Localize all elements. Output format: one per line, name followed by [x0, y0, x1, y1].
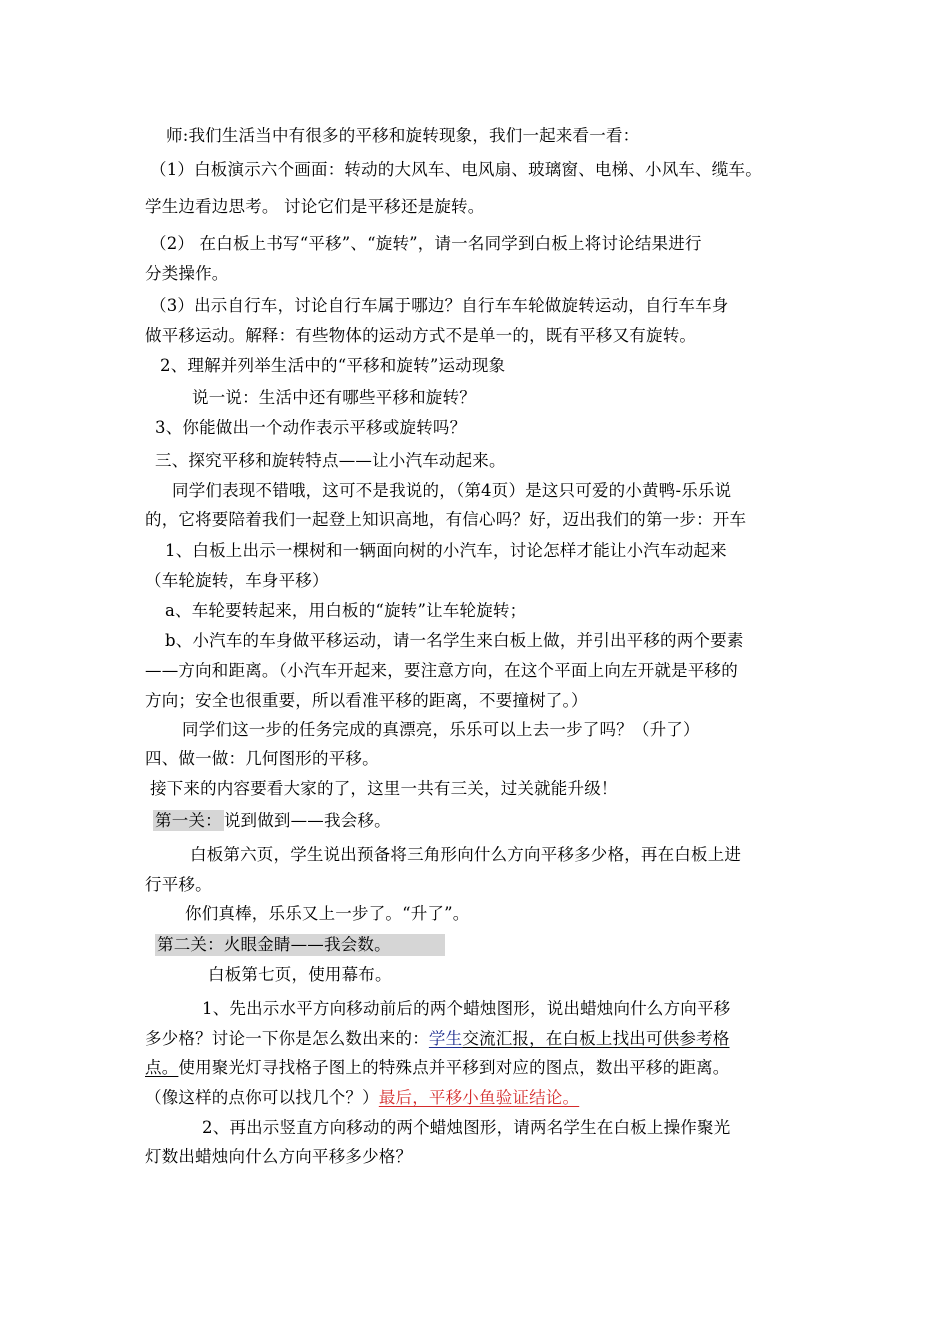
red-underlined-text: 最后，平移小鱼验证结论。 — [378, 1088, 580, 1107]
paragraph-line: 白板第六页，学生说出预备将三角形向什么方向平移多少格，再在白板上进 — [190, 845, 742, 864]
level-2-heading — [155, 934, 445, 956]
paragraph-line: （1）白板演示六个画面：转动的大风车、电风扇、玻璃窗、电梯、小风车、缆车。 — [150, 160, 762, 179]
section-heading: 三、探究平移和旋转特点——让小汽车动起来。 — [155, 451, 506, 470]
paragraph-line: 2、理解并列举生活中的“平移和旋转”运动现象 — [160, 356, 506, 375]
paragraph-line: （2） 在白板上书写“平移”、“旋转”，请一名同学到白板上将讨论结果进行 — [150, 234, 702, 253]
level-2-highlight — [155, 934, 445, 956]
paragraph-line: （3）出示自行车，讨论自行车属于哪边？自行车车轮做旋转运动，自行车车身 — [150, 296, 729, 315]
level-2-prefix: 第二关： — [157, 935, 224, 954]
paragraph-line: 你们真棒，乐乐又上一步了。“升了”。 — [185, 904, 470, 923]
paragraph-line: 的，它将要陪着我们一起登上知识高地，有信心吗？好，迈出我们的第一步：开车 — [145, 510, 747, 529]
paragraph-line: 学生边看边思考。 讨论它们是平移还是旋转。 — [145, 197, 485, 216]
paragraph-line: 方向；安全也很重要，所以看准平移的距离，不要撞树了。） — [145, 691, 588, 710]
paragraph-line: 师:我们生活当中有很多的平移和旋转现象，我们一起来看一看： — [166, 126, 640, 145]
text-run: （像这样的点你可以找几个？） — [145, 1088, 379, 1107]
paragraph-line — [145, 1088, 579, 1108]
text-run: 使用聚光灯寻找格子图上的特殊点并平移到对应的图点，数出平移的距离。 — [178, 1058, 730, 1077]
text-run: 多少格？讨论一下你是怎么数出来的： — [145, 1029, 429, 1048]
paragraph-line: a、车轮要转起来，用白板的“旋转”让车轮旋转； — [165, 601, 527, 620]
level-1-title: 说到做到——我会移。 — [223, 811, 391, 830]
paragraph-line — [145, 1058, 730, 1078]
paragraph-line: 分类操作。 — [145, 264, 229, 283]
paragraph-line: 白板第七页，使用幕布。 — [208, 965, 392, 984]
paragraph-line: b、小汽车的车身做平移运动，请一名学生来白板上做，并引出平移的两个要素 — [165, 631, 744, 650]
paragraph-line: （车轮旋转，车身平移） — [145, 571, 329, 590]
section-heading: 四、做一做：几何图形的平移。 — [145, 749, 379, 768]
level-2-title: 火眼金睛——我会数。 — [223, 935, 391, 954]
paragraph-line: 1、白板上出示一棵树和一辆面向树的小汽车，讨论怎样才能让小汽车动起来 — [165, 541, 727, 560]
level-1-prefix: 第一关： — [155, 811, 222, 830]
paragraph-line: 3、你能做出一个动作表示平移或旋转吗？ — [155, 418, 467, 437]
paragraph-line: 接下来的内容要看大家的了，这里一共有三关，过关就能升级！ — [150, 779, 618, 798]
paragraph-line: 行平移。 — [145, 875, 212, 894]
paragraph-line: 同学们表现不错哦，这可不是我说的，（第4页）是这只可爱的小黄鸭-乐乐说 — [172, 481, 732, 500]
paragraph-line: 同学们这一步的任务完成的真漂亮，乐乐可以上去一步了吗？（升了） — [182, 720, 700, 739]
paragraph-line: ——方向和距离。（小汽车开起来，要注意方向，在这个平面上向左开就是平移的 — [145, 661, 738, 680]
underlined-text: 交流汇报，在白板上找出可供参考格 — [462, 1029, 730, 1048]
paragraph-line: 2、再出示竖直方向移动的两个蜡烛图形，请两名学生在白板上操作聚光 — [202, 1118, 731, 1137]
paragraph-line: 说一说：生活中还有哪些平移和旋转？ — [192, 388, 476, 407]
underlined-text: 点。 — [145, 1058, 179, 1077]
paragraph-line — [145, 1029, 730, 1049]
blue-underlined-text: 学生 — [428, 1029, 463, 1048]
paragraph-line: 做平移运动。解释：有些物体的运动方式不是单一的，既有平移又有旋转。 — [145, 326, 697, 345]
paragraph-line: 灯数出蜡烛向什么方向平移多少格？ — [145, 1147, 413, 1166]
level-1-heading — [153, 811, 391, 831]
paragraph-line: 1、先出示水平方向移动前后的两个蜡烛图形，说出蜡烛向什么方向平移 — [202, 999, 731, 1018]
